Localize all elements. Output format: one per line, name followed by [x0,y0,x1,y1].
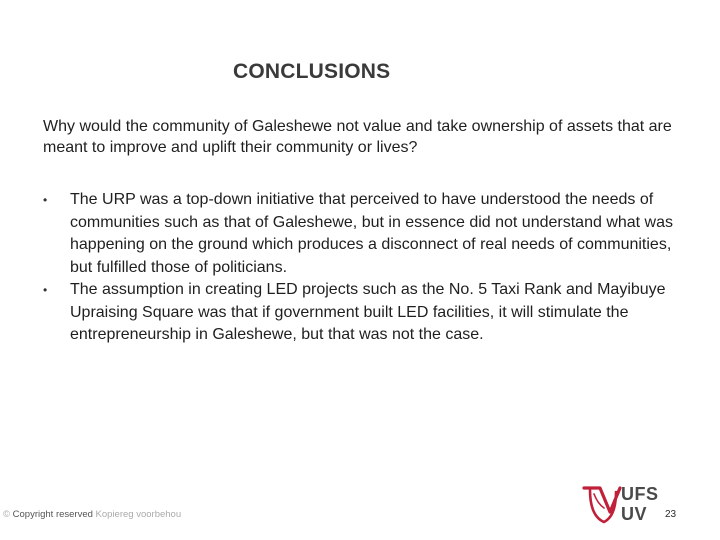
bullet-text: The URP was a top-down initiative that perceived to have understood the needs of communities such as that of Galeshewe, but in essence did not understand what was happening on the ground which produces a disconnect of real needs of communities, but fulfilled those of politicians. [70,191,674,276]
page-number: 23 [665,509,677,520]
logo-line-1: UFS [621,484,659,504]
copyright-symbol: © [3,509,10,520]
bullet-marker: • [43,193,48,207]
copyright-rest: Kopiereg voorbehou [95,509,182,520]
question-text: Why would the community of Galeshewe not value and take ownership of assets that are meant to improve and uplift their community or lives? [43,118,672,156]
bullet-item [43,279,693,347]
logo-wordmark [621,484,659,524]
slide-title: CONCLUSIONS [233,60,391,83]
copyright-notice [3,509,181,520]
bullet-list [43,189,693,347]
bullet-text: The assumption in creating LED projects such as the No. 5 Taxi Rank and Mayibuye Upraising Square was that if government built LED facilities, it will stimulate the entrepreneurship in Galeshewe, but that was not the case. [70,281,666,343]
copyright-strong: Copyright reserved [12,509,93,520]
bullet-item [43,189,693,279]
bullet-marker: • [43,283,48,297]
logo-line-2: UV [621,504,648,524]
